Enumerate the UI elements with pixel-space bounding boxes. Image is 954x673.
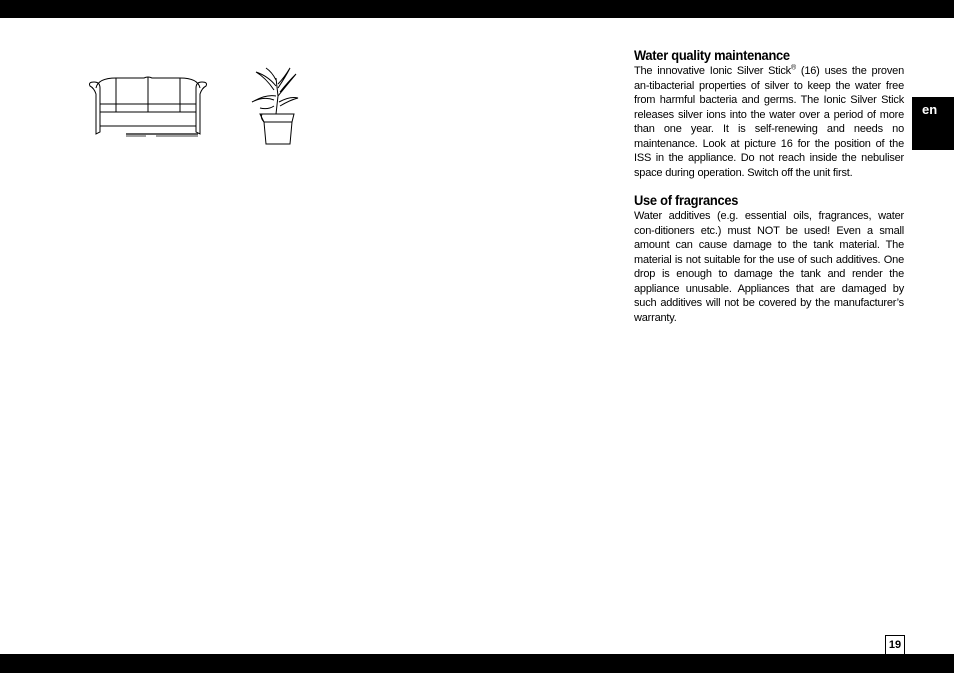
page-number: 19 xyxy=(885,635,905,654)
paragraph-text: The innovative Ionic Silver Stick xyxy=(634,65,791,77)
content-column xyxy=(634,47,904,325)
language-tab: en xyxy=(912,97,954,150)
top-bar xyxy=(0,0,954,18)
section-heading: Use of fragrances xyxy=(634,192,739,208)
section-heading: Water quality maintenance xyxy=(634,47,790,63)
registered-mark: ® xyxy=(790,64,796,72)
section-paragraph xyxy=(634,64,904,180)
sofa-icon xyxy=(86,74,210,142)
section-paragraph: Water additives (e.g. essential oils, fragrances, water con-ditioners etc.) must NOT be used! Even a small amount can cause damage to the tank material. The material is not suitable for the use of such additives. One drop is enough to damage the tank and render the appliance unusable. Appliances that are damaged by such additives will not be covered by the manufacturer’s warranty. xyxy=(634,210,904,324)
potted-plant-icon xyxy=(246,66,300,146)
paragraph-text: (16) uses the proven an-tibacterial properties of silver to keep the water free from harmful bacteria and germs. The Ionic Silver Stick releases silver ions into the water over a period of more than one year. It is self-renewing and needs no maintenance. Look at picture 16 for the position of the ISS in the appliance. Do not reach inside the nebuliser space during operation. Switch off the unit first. xyxy=(634,65,904,179)
bottom-bar xyxy=(0,654,954,673)
